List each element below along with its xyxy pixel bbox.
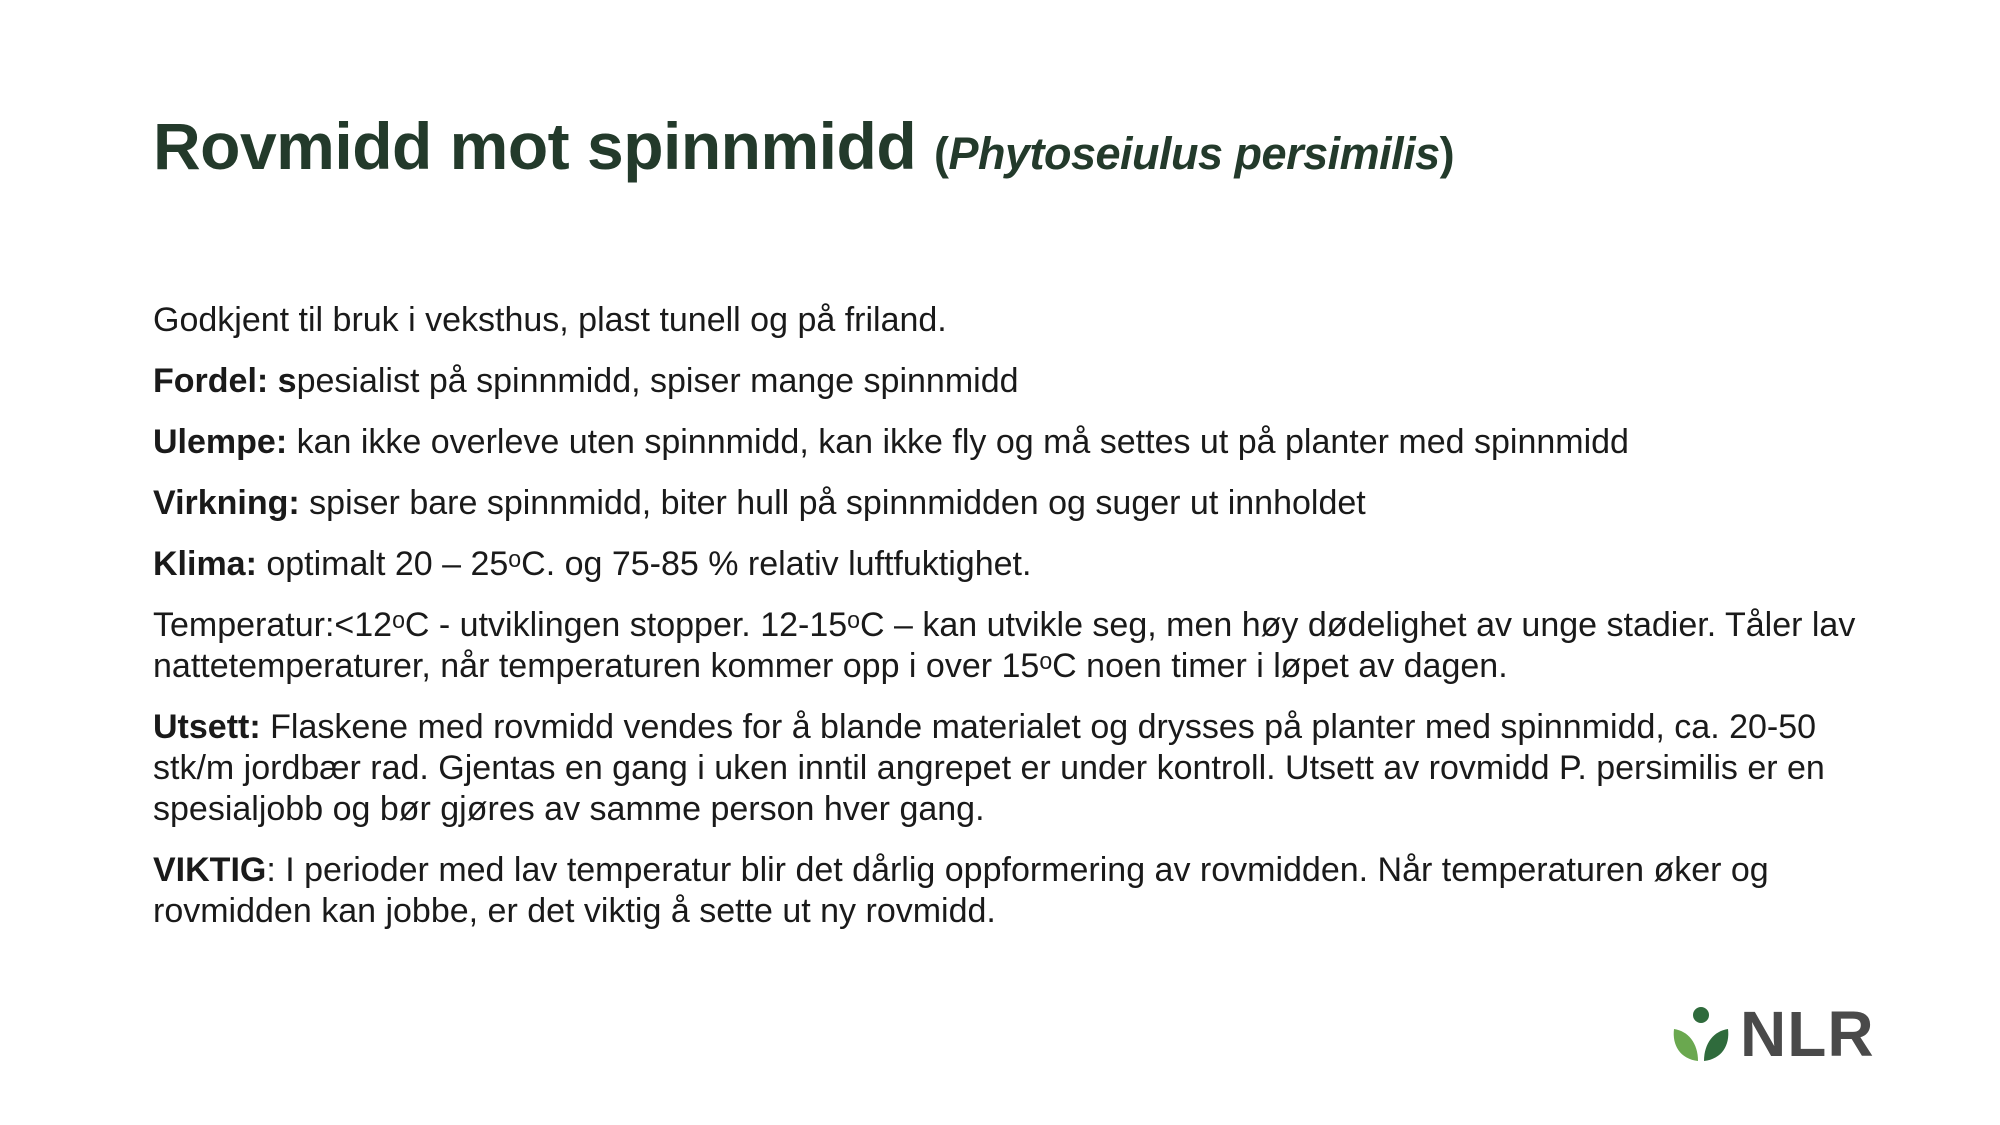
ulempe-label: Ulempe: [153, 423, 288, 461]
virkning-paragraph [153, 483, 1873, 524]
viktig-paragraph [153, 850, 1873, 932]
klima-paragraph [153, 544, 1873, 585]
logo-text: NLR [1740, 998, 1875, 1070]
title-main: Rovmidd mot spinnmidd [153, 109, 917, 183]
utsett-text: Flaskene med rovmidd vendes for å blande materialet og drysses på planter med spinnmidd, ca. 20-50 stk/m jordbær rad. Gjentas en gang i uken inntil angrepet er under kontroll. Utsett av rovmidd P. persimilis er en spesialjobb og bør gjøres av samme person hver gang. [153, 708, 1825, 828]
title-open-paren: ( [933, 128, 949, 179]
nlr-logo [1670, 998, 1875, 1070]
content-body [153, 300, 1873, 932]
page-title [153, 108, 1454, 184]
fordel-text: pesialist på spinnmidd, spiser mange spinnmidd [296, 362, 1019, 400]
virkning-label: Virkning: [153, 484, 300, 522]
fordel-label: Fordel: s [153, 362, 297, 400]
fordel-paragraph [153, 361, 1873, 402]
latin-name: Phytoseiulus persimilis [948, 128, 1440, 179]
title-close-paren: ) [1439, 128, 1455, 179]
title-latin-name [934, 128, 1454, 179]
intro-text: Godkjent til bruk i veksthus, plast tunell og på friland. [153, 301, 947, 339]
klima-label: Klima: [153, 545, 257, 583]
temperatur-paragraph: Temperatur:<12ᵒC - utviklingen stopper. 12-15ᵒC – kan utvikle seg, men høy dødelighet av unge stadier. Tåler lav nattetemperaturer, når temperaturen kommer opp i over 15ᵒC noen timer i løpet av dagen. [153, 606, 1856, 685]
leaf-logo-icon [1670, 1003, 1732, 1065]
utsett-label: Utsett: [153, 708, 261, 746]
virkning-text: spiser bare spinnmidd, biter hull på spinnmidden og suger ut innholdet [299, 484, 1366, 522]
ulempe-text: kan ikke overleve uten spinnmidd, kan ikke fly og må settes ut på planter med spinnmidd [287, 423, 1629, 461]
klima-text: optimalt 20 – 25ᵒC. og 75-85 % relativ luftfuktighet. [256, 545, 1032, 583]
viktig-text: : I perioder med lav temperatur blir det dårlig oppformering av rovmidden. Når temperaturen øker og rovmidden kan jobbe, er det viktig å sette ut ny rovmidd. [153, 851, 1769, 930]
viktig-label: VIKTIG [153, 851, 267, 889]
ulempe-paragraph [153, 422, 1873, 463]
utsett-paragraph [153, 707, 1873, 830]
